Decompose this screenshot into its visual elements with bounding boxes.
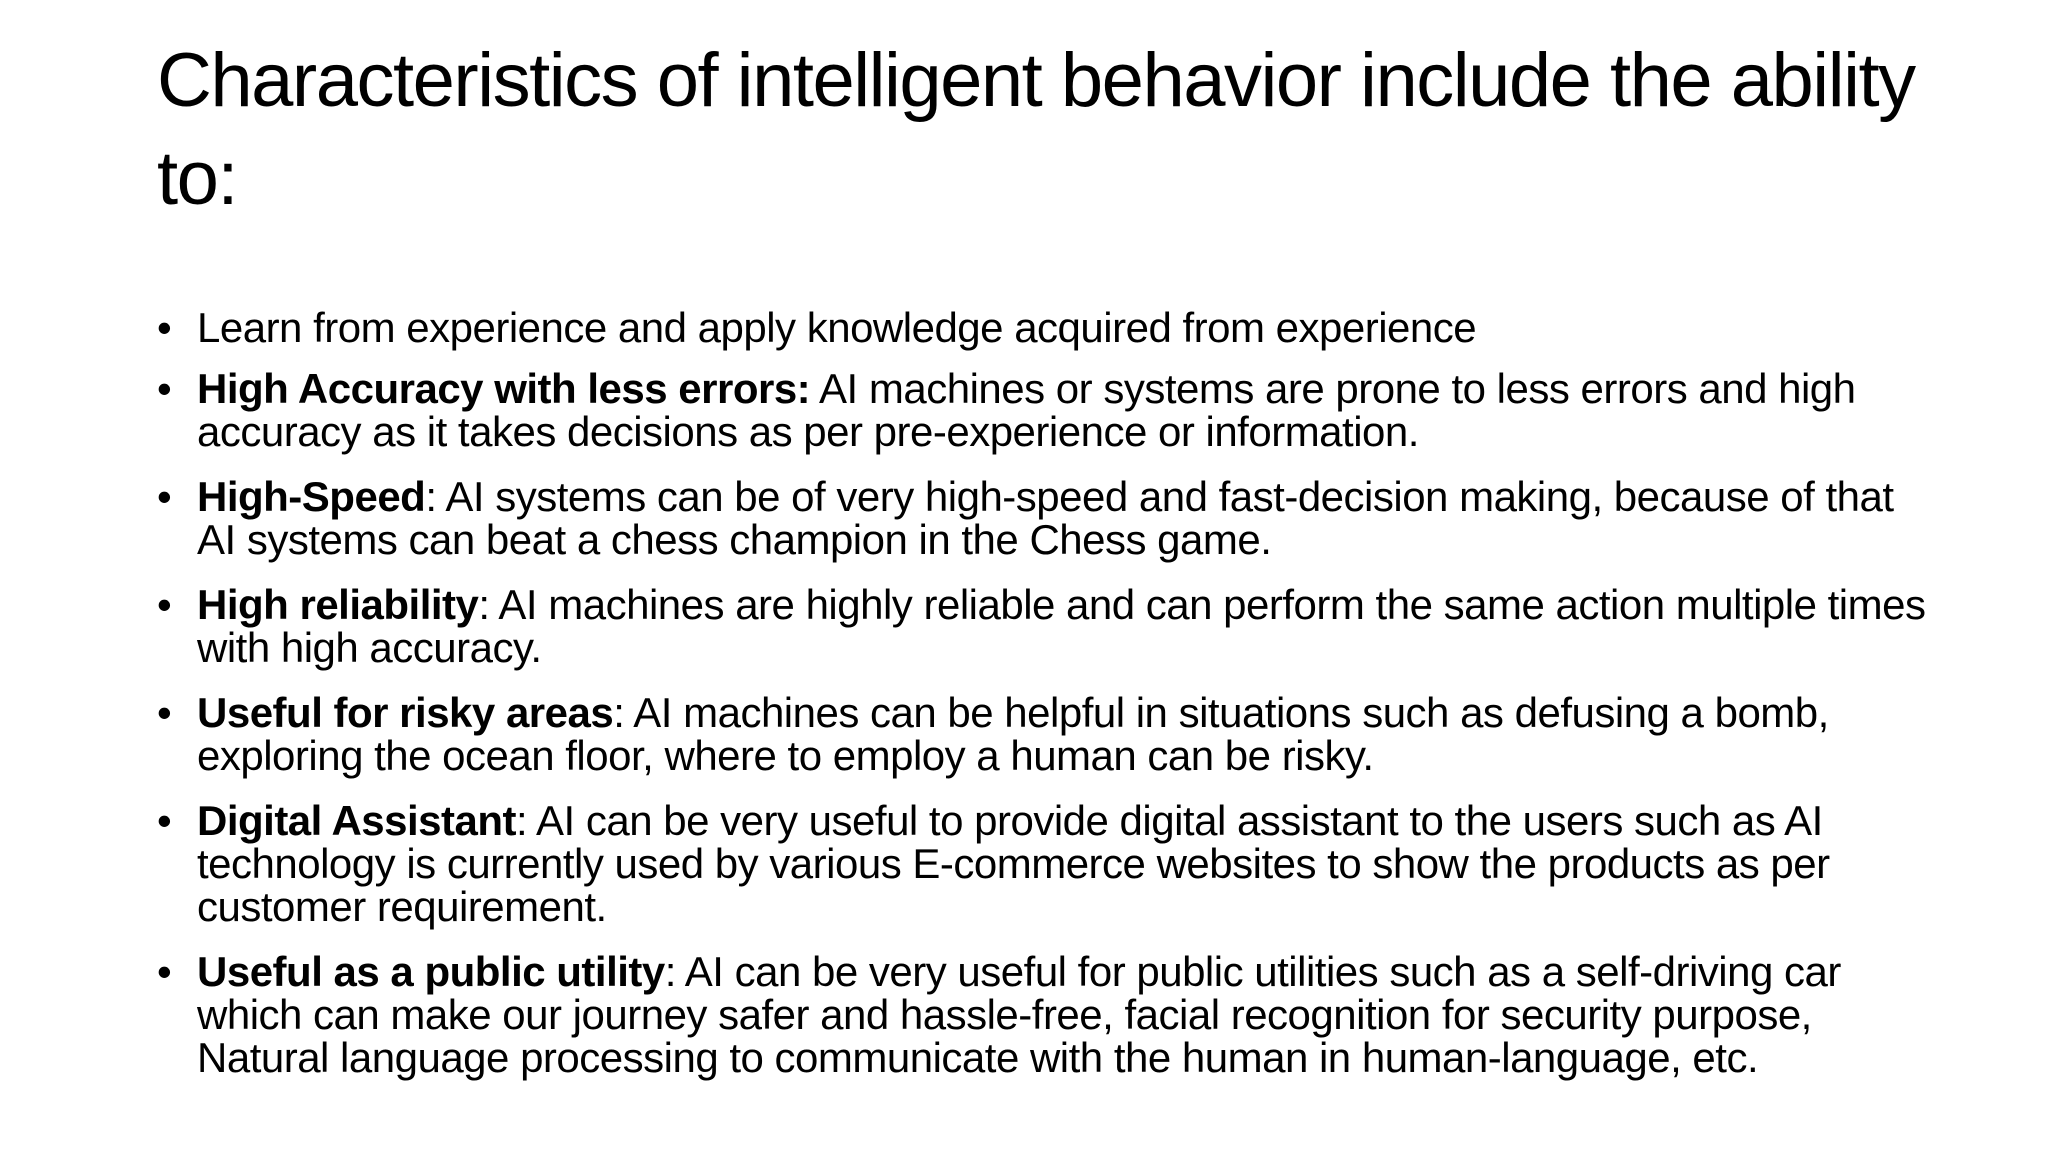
bullet-term: Useful as a public utility bbox=[197, 948, 665, 995]
bullet-item-high-reliability bbox=[157, 583, 1937, 669]
bullet-icon: • bbox=[157, 304, 172, 351]
bullet-separator: : bbox=[425, 473, 446, 520]
bullet-separator: : bbox=[478, 581, 499, 628]
bullet-icon: • bbox=[157, 948, 172, 995]
bullet-separator bbox=[810, 365, 819, 412]
bullet-term: High Accuracy with less errors: bbox=[197, 365, 811, 412]
bullet-icon: • bbox=[157, 473, 172, 520]
bullet-separator: : bbox=[613, 689, 634, 736]
bullet-term: Useful for risky areas bbox=[197, 689, 614, 736]
slide-title: Characteristics of intelligent behavior include the ability to: bbox=[157, 38, 1915, 221]
bullet-item-learn-from-experience bbox=[157, 306, 1937, 349]
bullet-text: AI can be very useful for public utilities such as a self-driving car which can make our journey safer and hassle-free, facial recognition for security purpose, Natural language processing to communicate with the human in human-language, etc. bbox=[197, 948, 1841, 1081]
bullet-icon: • bbox=[157, 365, 172, 412]
bullet-text: AI machines can be helpful in situations such as defusing a bomb, exploring the ocean floor, where to employ a human can be risky. bbox=[197, 689, 1829, 779]
bullet-icon: • bbox=[157, 581, 172, 628]
bullet-icon: • bbox=[157, 689, 172, 736]
bullet-term: High-Speed bbox=[197, 473, 426, 520]
bullet-item-high-accuracy bbox=[157, 367, 1937, 453]
bullet-text: Learn from experience and apply knowledge acquired from experience bbox=[197, 304, 1477, 351]
bullet-text: AI can be very useful to provide digital assistant to the users such as AI technology is currently used by various E-commerce websites to show the products as per customer requirement. bbox=[197, 797, 1830, 930]
bullet-separator: : bbox=[664, 948, 685, 995]
bullet-item-high-speed bbox=[157, 475, 1937, 561]
bullet-text: AI machines or systems are prone to less errors and high accuracy as it takes decisions as per pre-experience or information. bbox=[197, 365, 1856, 455]
bullet-item-risky-areas bbox=[157, 691, 1937, 777]
bullet-term: High reliability bbox=[197, 581, 479, 628]
bullet-item-digital-assistant bbox=[157, 799, 1937, 928]
bullet-icon: • bbox=[157, 797, 172, 844]
bullet-list bbox=[157, 306, 1937, 1101]
bullet-term: Digital Assistant bbox=[197, 797, 517, 844]
bullet-text: AI systems can be of very high-speed and fast-decision making, because of that AI systems can beat a chess champion in the Chess game. bbox=[197, 473, 1894, 563]
bullet-separator: : bbox=[516, 797, 537, 844]
bullet-text: AI machines are highly reliable and can perform the same action multiple times with high accuracy. bbox=[197, 581, 1926, 671]
bullet-item-public-utility bbox=[157, 950, 1937, 1079]
